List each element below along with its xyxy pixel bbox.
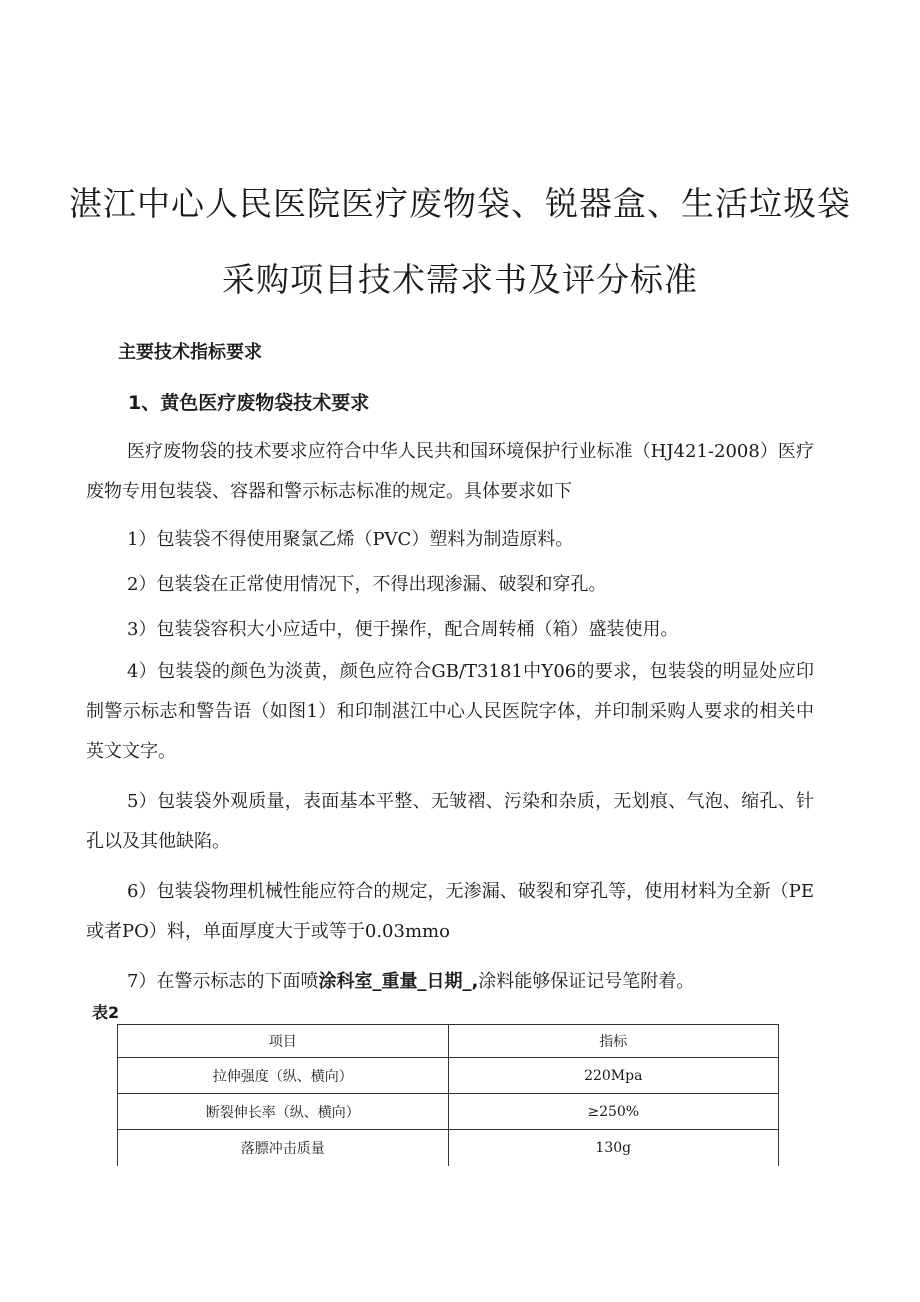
table-header-item: 项目 [118, 1025, 449, 1058]
table-caption: 表2 [92, 1003, 120, 1022]
requirement-item-6: 6）包装袋物理机械性能应符合的规定，无渗漏、破裂和穿孔等，使用材料为全新（PE或者PO）料，单面厚度大于或等于0.03mmo [86, 881, 814, 942]
table-row [118, 1094, 779, 1130]
item7-bold: 涂科室_重量_日期_, [318, 971, 479, 992]
intro-paragraph: 医疗废物袋的技术要求应符合中华人民共和国环境保护行业标准（HJ421-2008）医疗废物专用包装袋、容器和警示标志标准的规定。具体要求如下 [86, 441, 814, 502]
requirement-item-1: 1）包装袋不得使用聚氯乙烯（PVC）塑料为制造原料。 [127, 529, 574, 550]
table-row [118, 1130, 779, 1167]
table-cell-item: 拉伸强度（纵、横向） [118, 1058, 449, 1094]
requirement-item-7 [86, 962, 814, 1002]
requirement-item-2: 2）包装袋在正常使用情况下，不得出现渗漏、破裂和穿孔。 [127, 574, 607, 595]
subsection-heading: 1、黄色医疗废物袋技术要求 [128, 392, 370, 414]
requirement-item-5: 5）包装袋外观质量，表面基本平整、无皱褶、污染和杂质，无划痕、气泡、缩孔、针孔以及其他缺陷。 [86, 791, 814, 852]
document-title-line2: 采购项目技术需求书及评分标准 [222, 260, 698, 299]
item7-prefix: 7）在警示标志的下面喷 [127, 971, 319, 992]
table-cell-item: 断裂伸长率（纵、横向） [118, 1094, 449, 1130]
table-cell-spec: 130g [448, 1130, 779, 1167]
requirement-item-3: 3）包装袋容积大小应适中，便于操作，配合周转桶（箱）盛装使用。 [127, 619, 679, 640]
table-cell-spec: ≥250% [448, 1094, 779, 1130]
table-row [118, 1058, 779, 1094]
table-cell-item: 落膘冲击质量 [118, 1130, 449, 1167]
table-cell-spec: 220Mpa [448, 1058, 779, 1094]
spec-table [117, 1024, 779, 1166]
section-heading: 主要技术指标要求 [118, 342, 262, 363]
document-title-line1: 湛江中心人民医院医疗废物袋、锐器盒、生活垃圾袋 [69, 184, 851, 223]
item7-suffix: 涂料能够保证记号笔附着。 [478, 971, 695, 992]
table-header-spec: 指标 [448, 1025, 779, 1058]
table-header-row [118, 1025, 779, 1058]
requirement-item-4: 4）包装袋的颜色为淡黄，颜色应符合GB/T3181中Y06的要求，包装袋的明显处应印制警示标志和警告语（如图1）和印制湛江中心人民医院字体，并印制采购人要求的相关中英文文字。 [86, 661, 814, 762]
